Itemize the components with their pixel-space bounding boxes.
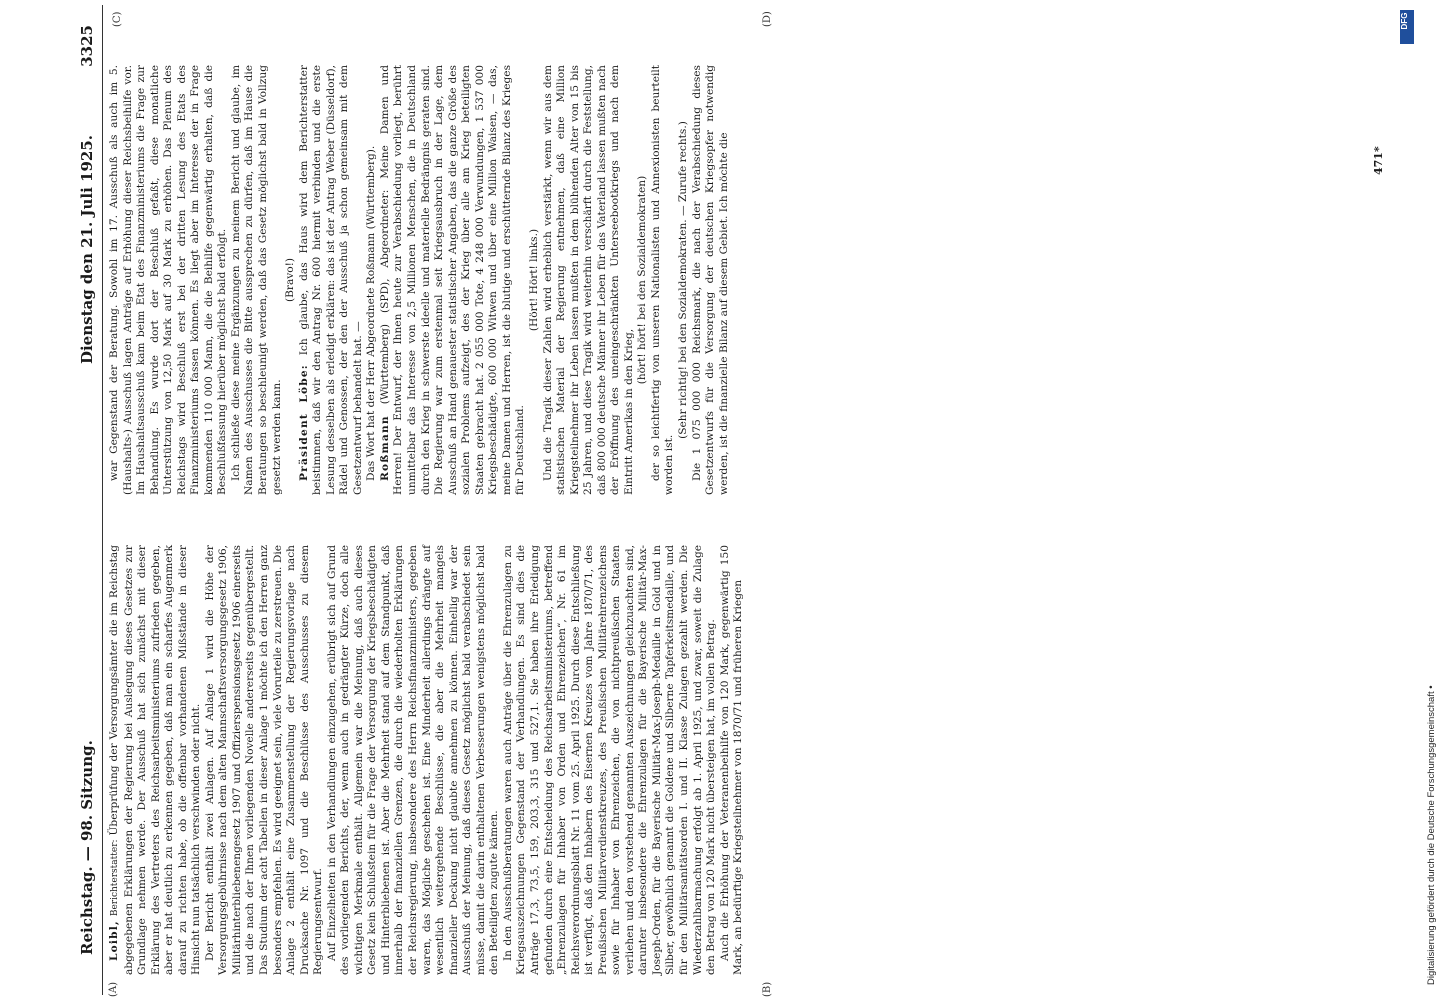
paragraph [108, 545, 204, 975]
paragraph-text: In den Ausschußberatungen waren auch Anträge über die Ehrenzulagen zu Kriegsauszeichnungen Gegenstand der Verhandlungen. Es sind dies die Anträge 17,3, 73,5, 159, 203,3, 315 und 527,1. Sie haben ihre Erledigung gefunden durch eine Entscheidung des Reichsarbeitsministeriums, betreffend „Ehrenzulagen für Inhaber von Orden und Ehrenzeichen“, Nr. 61 im Reichsverordnungsblatt Nr. 11 vom 25. April 1925. Durch diese Entschließung ist verfügt, daß den Inhabern des Eisernen Kreuzes vom Jahre 1870/71, des Preußischen Militärverdienstkreuzes, des Preußischen Militärehrenzeichens sowie für Inhaber von Ehrenzeichen, die von nichtpreußischen Staaten verliehen und den vorstehend genannten Auszeichnungen gleichzuachten sind, darunter insbesondere die Ehrenzulagen für die Bayerische Militär-Max-Joseph-Orden, für die Bayerische Militär-Max-Joseph-Medaille in Gold und in Silber, gewöhnlich genannt die Goldene und Silberne Tapferkeitsmedaille, und für den Militärsanitätsorden I. und II. Klasse Zulagen gezahlt werden. Die Wiederzahlbarmachung erfolgt ab 1. April 1925, und zwar, soweit die Zulage den Betrag von 120 Mark nicht übersteigen hat, im vollen Betrag. [501, 545, 718, 975]
paragraph [204, 545, 326, 975]
speaker-name: Roßmann [378, 415, 391, 481]
paragraph-text: Der Bericht enthält zwei Anlagen. Auf Anlage 1 wird die Höhe der Versorgungsgebührnisse nach dem alten Mannschaftsversorgungsgesetz 1906, Militärhinterbliebenengesetz 1907 und Offizierspensionsgesetz 1906 einerseits und die nach der Ihnen vorliegenden Novelle andererseits gegenübergestellt. Das Studium der acht Tabellen in dieser Anlage 1 möchte ich den Herren ganz besonders empfehlen. Es wird geeignet sein, viele Vorurteile zu zerstreuen. Die Anlage 2 enthält eine Zusammenstellung der Regierungsvorlage nach Drucksache Nr. 1097 und die Beschlüsse des Ausschusses zu diesem Regierungsentwurf. [203, 545, 325, 975]
page-number: 3325 [78, 25, 96, 67]
paragraph-text: Und die Tragik dieser Zahlen wird erheblich verstärkt, wenn wir aus dem statistischen Material der Regierung entnehmen, daß eine Million Kriegsteilnehmer ihr Leben lassen mußten in dem blühenden Alter von 15 bis 25 Jahren, und diese Tragik wird weiterhin verschärft durch die Feststellung, daß 800 000 deutsche Männer ihr Leben für das Vaterland lassen mußten nach der Eröffnung des uneingeschränkten Unterseebootkriegs und nach dem Eintritt Amerikas in den Krieg, [541, 65, 635, 495]
margin-mark-d: (D) [762, 11, 773, 27]
dfg-logo-badge [1400, 10, 1414, 44]
interjection: (Sehr richtig! bei den Sozialdemokraten. — Zurufe rechts.) [676, 121, 689, 439]
paragraph-text: war Gegenstand der Beratung. Sowohl im 17. Ausschuß als auch im 5. (Haushalts-) Ausschuß lagen Anträge auf Erhöhung dieser Reichsbeihilfe vor. Im Haushaltsausschuß kam beim Etat des Finanzministeriums die Frage zur Behandlung. Es wurde dort der Beschluß gefaßt, diese monatliche Unterstützung von 12,50 Mark auf 30 Mark zu erhöhen. Das Plenum des Reichstags wird Beschluß erst bei der dritten Lesung des Etats des Finanzministeriums fassen können. Es liegt aber im Interesse der in Frage kommenden 110 000 Mann, die die Beihilfe gegenwärtig erhalten, daß die Beschlußfassung hierüber möglichst bald erfolgt. [108, 65, 229, 495]
paragraph-text: Ich schließe diese meine Ergänzungen zu meinem Bericht und glaube, im Namen des Ausschusses die Bitte aussprechen zu dürfen, daß im Hause die Beratungen so beschleunigt werden, daß das Gesetz möglichst bald in Vollzug gesetzt werden kann. [229, 65, 283, 495]
paragraph [502, 545, 719, 975]
paragraph-text: Auch die Erhöhung der Veteranenbeihilfe von 120 Mark, gegenwärtig 150 Mark, an bedürftige Kriegsteilnehmer von 1870/71 und früheren Kriegen [718, 545, 745, 975]
paragraph [542, 65, 637, 495]
paragraph [326, 545, 502, 975]
digitization-credit [1398, 10, 1437, 995]
speaker-role: Berichterstatter: [110, 839, 120, 917]
paragraph-text: der so leichtfertig von unseren Nationalisten und Annexionisten beurteilt worden ist. [649, 65, 676, 495]
rotated-document-page [72, 5, 1402, 995]
dfg-badge-label: DFG [1400, 12, 1409, 30]
text-column-left [108, 545, 746, 975]
speaker-name: Loibl, [108, 920, 120, 961]
paragraph [108, 65, 230, 495]
sheet-number: 471* [1372, 146, 1385, 175]
paragraph-text: Überprüfung der Versorgungsämter die im Reichstag abgegebenen Erklärungen der Regierung bei Auslegung dieses Gesetzes zur Grundlage nehmen werde. Der Ausschuß hat sich zunächst mit dieser Erklärung des Vertreters des Reichsarbeitsministeriums zufrieden gegeben, aber er hat deutlich zu erkennen gegeben, daß man ein scharfes Augenmerk darauf zu richten habe, ob die offenbar vorhandenen Mißstände in dieser Hinsicht nun tatsächlich verschwinden oder nicht. [108, 545, 203, 975]
date-header: Dienstag den 21. Juli 1925. [78, 135, 96, 365]
margin-mark-a: (A) [108, 981, 119, 997]
paragraph [230, 65, 284, 495]
interjection: (hört! hört! bei den Sozialdemokraten) [636, 175, 649, 385]
paragraph [365, 65, 379, 495]
paragraph-text: (Württemberg) (SPD), Abgeordneter: Meine Damen und Herren! Der Entwurf, der Ihnen heute zur Verabschiedung vorliegt, berührt unmittelbar das Interesse von 2,5 Millionen Menschen, die in Deutschland durch den Krieg in schwerste ideelle und materielle Bedrängnis geraten sind. Die Regierung war zum erstenmal seit Kriegsausbruch in der Lage, dem Ausschuß an Hand genauester statistischer Angaben, das die ganze Größe des sozialen Problems aufzeigt, des der Krieg über alle am Krieg beteiligten Staaten gebracht hat. 2 055 000 Tote, 4 248 000 Verwundungen, 1 537 000 Kriegsbeschädigte, 600 000 Witwen und über eine Million Waisen, — das, meine Damen und Herren, ist die blutige und erschütternde Bilanz des Krieges für Deutschland. [378, 65, 527, 495]
paragraph [719, 545, 746, 975]
paragraph-text: Auf Einzelheiten in den Verhandlungen einzugehen, erübrigt sich auf Grund des vorliegenden Berichts, der, wenn auch in gedrängter Kürze, doch alle wichtigen Merkmale enthält. Allgemein war die Meinung, daß auch dieses Gesetz kein Schlußstein für die Frage der Versorgung der Kriegsbeschädigten und Hinterbliebenen ist. Aber die Mehrheit stand auf dem Standpunkt, daß innerhalb der finanziellen Grenzen, die durch die wiederholten Erklärungen der Reichsregierung, insbesondere des Herrn Reichsfinanzministers, gegeben waren, das Mögliche geschehen ist. Eine Minderheit allerdings drängte auf wesentlich weitergehende Beschlüsse, die aber die Mehrheit mangels finanzieller Deckung nicht glaubte annehmen zu können. Einhellig war der Ausschuß der Meinung, daß dieses Gesetz möglichst bald verabschiedet sein müsse, damit die darin enthaltenen Verbesserungen wenigstens möglichst bald den Beteiligten zugute kämen. [325, 545, 501, 975]
paragraph-text: Ich glaube, das Haus wird dem Berichterstatter beistimmen, daß wir den Antrag Nr. 600 hiermit verbinden und die erste Lesung desselben als erledigt erklären: das ist der Antrag Weber (Düsseldorf), Rädel und Genossen, der den der Ausschuß ja schon gemeinsam mit dem Gesetzentwurf behandelt hat. — [297, 65, 364, 495]
speaker-name: Präsident Löbe: [297, 364, 310, 481]
paragraph-text: Die 1 075 000 000 Reichsmark, die nach der Verabschiedung dieses Gesetzentwurfs für die Versorgung der deutschen Kriegsopfer notwendig werden, ist die finanzielle Bilanz auf diesem Gebiet. Ich möchte die [690, 65, 730, 495]
paragraph [298, 65, 366, 495]
paragraph [379, 65, 528, 495]
page-header [72, 5, 103, 995]
paragraph [650, 65, 677, 495]
text-column-right [108, 65, 731, 495]
paragraph [691, 65, 732, 495]
margin-mark-b: (B) [762, 981, 773, 997]
session-header: Reichstag. — 98. Sitzung. [78, 740, 96, 955]
credit-text: Digitalisierung gefördert durch die Deutsche Forschungsgemeinschaft • [1426, 685, 1437, 985]
margin-mark-c: (C) [112, 11, 123, 27]
paragraph-text: Das Wort hat der Herr Abgeordnete Roßmann (Württemberg). [365, 145, 378, 481]
interjection: (Hört! Hört! links.) [527, 228, 540, 332]
interjection: (Bravo!) [284, 257, 297, 303]
